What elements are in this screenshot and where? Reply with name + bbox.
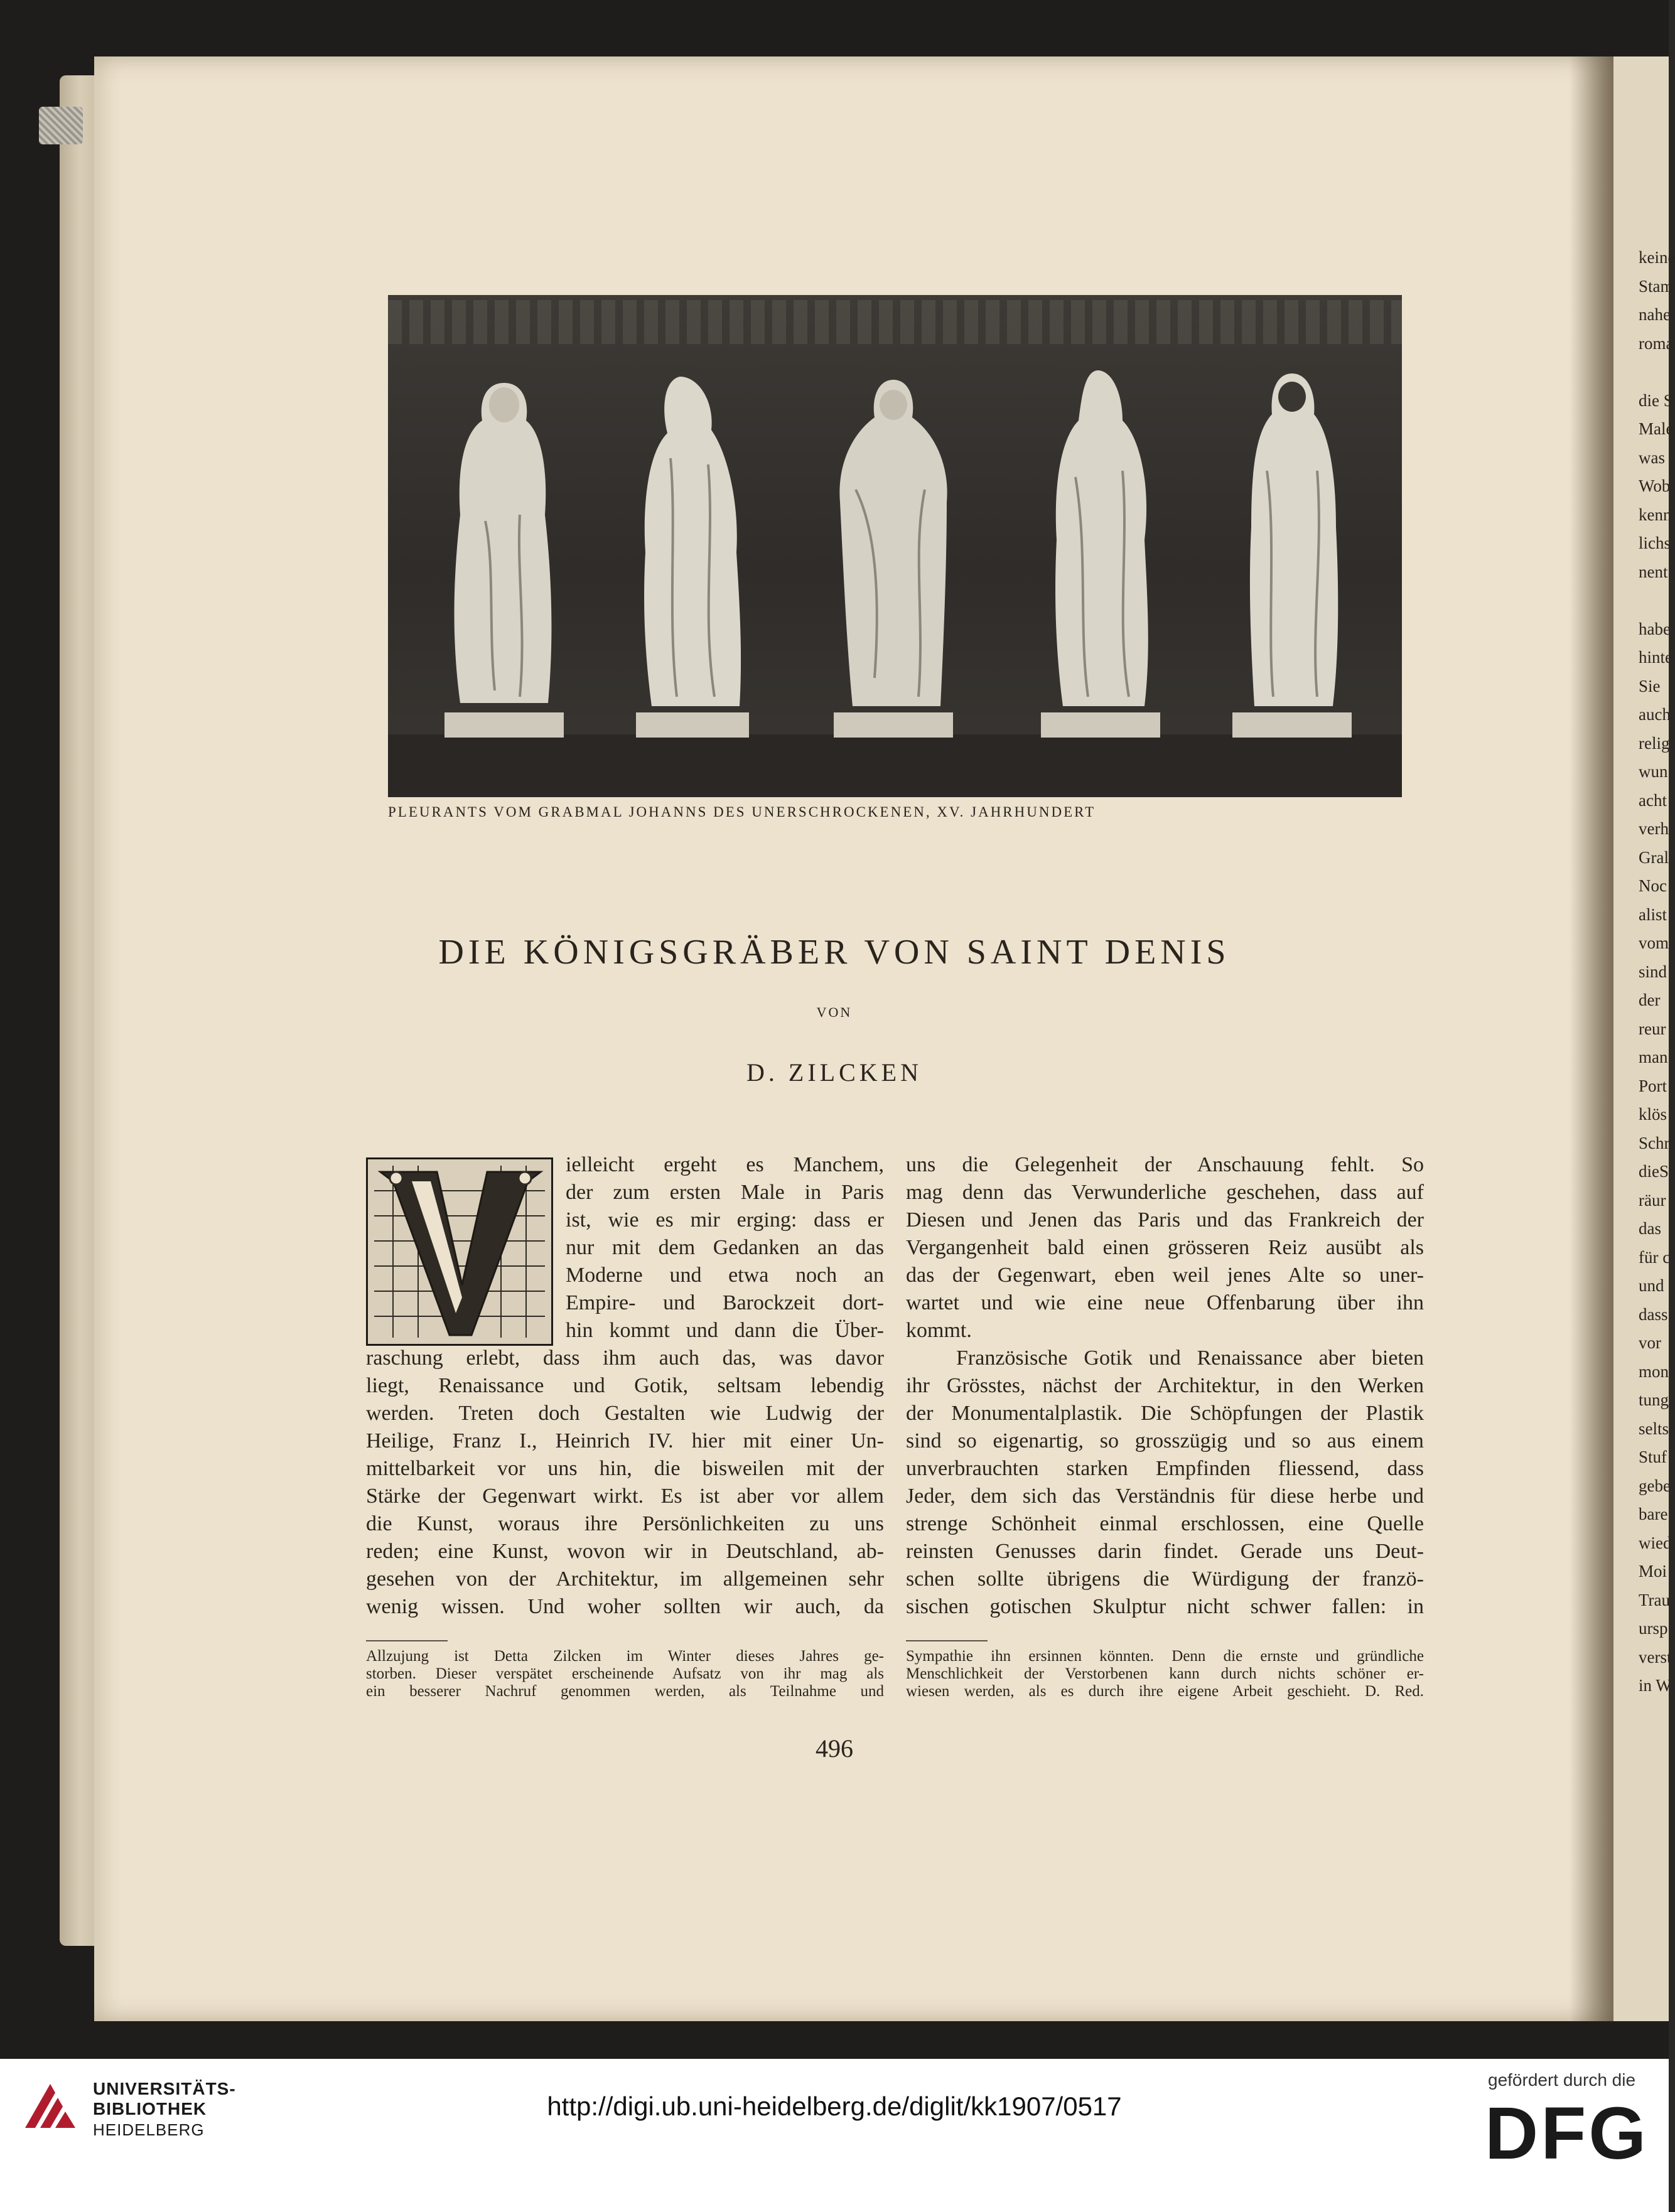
- right-page-fragment-line: und: [1639, 1276, 1664, 1295]
- right-page-fragment-line: sind: [1639, 962, 1667, 981]
- right-page-fragment-line: Schr: [1639, 1133, 1670, 1152]
- right-page-fragment-line: man: [1639, 1048, 1668, 1066]
- right-page-fragment-line: Gral: [1639, 847, 1669, 867]
- right-page-fragment-line: die S: [1639, 390, 1673, 410]
- right-page-fragment-line: reur: [1639, 1019, 1666, 1038]
- right-page-fragment-line: ursp: [1639, 1619, 1668, 1638]
- right-page-fragment-line: alist: [1639, 905, 1667, 924]
- right-page-fragment-line: Noc: [1639, 876, 1667, 895]
- footnote-line: Allzujung ist Detta Zilcken im Winter dieses Jahres ge-: [366, 1648, 884, 1665]
- page-right-fragment: [1613, 56, 1675, 2021]
- right-page-fragment-line: dass: [1639, 1304, 1668, 1324]
- footnote-line: ein besserer Nachruf genommen werden, als Teilnahme und: [366, 1683, 884, 1700]
- text-line: das der Gegenwart, eben weil jenes Alte so uner-: [906, 1264, 1424, 1287]
- right-page-fragment-line: Wob: [1639, 476, 1671, 495]
- right-page-fragment-line: verh: [1639, 819, 1669, 838]
- text-line: mag denn das Verwunderliche geschehen, dass auf: [906, 1181, 1424, 1204]
- pleurants-photograph: [388, 295, 1402, 797]
- statue-2: [620, 364, 765, 760]
- decorated-initial-v: [366, 1157, 553, 1346]
- page-number: 496: [816, 1734, 853, 1763]
- article-title: DIE KÖNIGSGRÄBER VON SAINT DENIS: [438, 933, 1231, 972]
- text-line: Stärke der Gegenwart wirkt. Es ist aber vor allem: [366, 1485, 884, 1508]
- right-page-fragment-line: vor: [1639, 1333, 1661, 1352]
- right-page-fragment-line: nent: [1639, 562, 1668, 581]
- right-page-fragment-line: auch: [1639, 705, 1671, 724]
- right-page-fragment-line: räur: [1639, 1190, 1666, 1210]
- right-page-fragment-line: Moi: [1639, 1562, 1667, 1581]
- right-page-fragment-line: wied: [1639, 1533, 1672, 1552]
- text-line: ist, wie es mir erging: dass er: [566, 1208, 884, 1232]
- right-page-fragment-line: keine: [1639, 248, 1675, 267]
- text-line: sischen gotischen Skulptur nicht schwer fallen: in: [906, 1595, 1424, 1618]
- source-url-link[interactable]: http://digi.ub.uni-heidelberg.de/diglit/kk1907/0517: [547, 2091, 1122, 2121]
- text-line: Jeder, dem sich das Verständnis für diese herbe und: [906, 1485, 1424, 1508]
- text-line: Empire- und Barockzeit dort-: [566, 1291, 884, 1314]
- page-gutter: [1570, 56, 1613, 2021]
- text-line: schen sollte übrigens die Würdigung der franzö-: [906, 1567, 1424, 1591]
- text-line: ielleicht ergeht es Manchem,: [566, 1153, 884, 1176]
- text-line: Französische Gotik und Renaissance aber bieten: [956, 1346, 1424, 1370]
- right-page-fragment-line: lichs: [1639, 534, 1671, 552]
- library-name-line2: BIBLIOTHEK: [93, 2099, 207, 2118]
- right-page-fragment-line: Trau: [1639, 1590, 1671, 1609]
- right-page-fragment-line: was: [1639, 448, 1665, 467]
- library-name-line3: HEIDELBERG: [93, 2120, 205, 2139]
- statue-5: [1223, 364, 1361, 760]
- right-page-fragment-line: wun: [1639, 762, 1668, 781]
- text-line: sind so eigenartig, so grosszügig und so aus einem: [906, 1429, 1424, 1452]
- right-page-fragment-line: tung: [1639, 1390, 1669, 1409]
- right-page-fragment-line: für c: [1639, 1247, 1671, 1267]
- text-line: strenge Schönheit einmal erschlossen, eine Quelle: [906, 1512, 1424, 1535]
- footnote-line: storben. Dieser verspätet erscheinende Aufsatz von ihr mag als: [366, 1665, 884, 1682]
- right-page-fragment-line: klös: [1639, 1105, 1667, 1124]
- right-page-fragment-line: das: [1639, 1219, 1661, 1238]
- text-line: unverbrauchten starken Empfinden fliessend, dass: [906, 1457, 1424, 1480]
- right-page-fragment-line: nahe: [1639, 305, 1671, 324]
- text-line: werden. Treten doch Gestalten wie Ludwig der: [366, 1402, 884, 1425]
- text-line: Vergangenheit bald einen grösseren Reiz ausübt als: [906, 1236, 1424, 1259]
- figure-caption: PLEURANTS VOM GRABMAL JOHANNS DES UNERSCHROCKENEN, XV. JAHRHUNDERT: [388, 804, 1096, 820]
- right-page-fragment-line: acht: [1639, 790, 1667, 810]
- text-line: Diesen und Jenen das Paris und das Frankreich der: [906, 1208, 1424, 1232]
- bookmark-ribbon: [39, 107, 83, 144]
- text-line: liegt, Renaissance und Gotik, seltsam lebendig: [366, 1374, 884, 1397]
- text-line: gesehen von der Architektur, im allgemeinen sehr: [366, 1567, 884, 1591]
- right-page-fragment-line: relig: [1639, 733, 1670, 753]
- text-line: kommt.: [906, 1319, 972, 1342]
- right-page-fragment-line: Stuf: [1639, 1447, 1667, 1466]
- right-page-fragment-line: Stam: [1639, 276, 1674, 296]
- text-line: reden; eine Kunst, wovon wir in Deutschland, ab-: [366, 1540, 884, 1563]
- right-page-fragment-line: Male: [1639, 419, 1674, 438]
- right-page-fragment-line: vom: [1639, 933, 1669, 952]
- text-line: die Kunst, woraus ihre Persönlichkeiten zu uns: [366, 1512, 884, 1535]
- text-line: uns die Gelegenheit der Anschauung fehlt. So: [906, 1153, 1424, 1176]
- text-line: mittelbarkeit vor uns hin, die bisweilen mit der: [366, 1457, 884, 1480]
- text-line: ihr Grösstes, nächst der Architektur, in den Werken: [906, 1374, 1424, 1397]
- footnote-line: wiesen werden, als es durch ihre eigene Arbeit geschieht. D. Red.: [906, 1683, 1424, 1700]
- text-line: nur mit dem Gedanken an das: [566, 1236, 884, 1259]
- text-line: wenig wissen. Und woher sollten wir auch, da: [366, 1595, 884, 1618]
- text-line: der zum ersten Male in Paris: [566, 1181, 884, 1204]
- right-page-fragment-line: kenn: [1639, 505, 1672, 524]
- right-page-fragment-line: hinte: [1639, 648, 1672, 667]
- right-page-fragment-line: Sie: [1639, 676, 1661, 695]
- footnote-line: Menschlichkeit der Verstorbenen kann durch nichts schöner er-: [906, 1665, 1424, 1682]
- text-line: hin kommt und dann die Über-: [566, 1319, 884, 1342]
- footnote-rule-right: [906, 1640, 988, 1641]
- right-page-fragment-line: roma: [1639, 333, 1674, 353]
- right-page-fragment-line: bare: [1639, 1505, 1668, 1523]
- library-name-line1: UNIVERSITÄTS-: [93, 2079, 236, 2098]
- text-line: wartet und wie eine neue Offenbarung über ihn: [906, 1291, 1424, 1314]
- right-page-fragment-line: Port: [1639, 1076, 1667, 1095]
- right-page-fragment-line: verst: [1639, 1647, 1672, 1667]
- dfg-logo: DFG: [1485, 2092, 1649, 2175]
- right-page-fragment-line: gebe: [1639, 1476, 1671, 1495]
- article-author: D. ZILCKEN: [746, 1058, 922, 1087]
- text-line: reinsten Genusses darin findet. Gerade uns Deut-: [906, 1540, 1424, 1563]
- right-page-fragment-line: der: [1639, 991, 1661, 1009]
- right-page-fragment-line: mon: [1639, 1361, 1669, 1381]
- right-page-fragment-line: in W: [1639, 1676, 1672, 1695]
- statue-4: [1028, 364, 1173, 760]
- text-line: der Monumentalplastik. Die Schöpfungen der Plastik: [906, 1402, 1424, 1425]
- footnote-rule-left: [366, 1640, 448, 1641]
- photo-background-wall: [388, 300, 1402, 344]
- sponsor-label: gefördert durch die: [1488, 2070, 1636, 2090]
- statue-3: [818, 364, 969, 760]
- text-line: Moderne und etwa noch an: [566, 1264, 884, 1287]
- right-page-fragment-line: habe: [1639, 619, 1671, 638]
- text-line: raschung erlebt, dass ihm auch das, was davor: [366, 1346, 884, 1370]
- statue-1: [426, 364, 583, 760]
- byline-von: VON: [816, 1004, 853, 1020]
- digitization-footer: [0, 2059, 1669, 2212]
- right-page-fragment-line: dieS: [1639, 1162, 1669, 1181]
- right-page-fragment-line: selts: [1639, 1419, 1669, 1438]
- footnote-line: Sympathie ihn ersinnen könnten. Denn die ernste und gründliche: [906, 1648, 1424, 1665]
- text-line: Heilige, Franz I., Heinrich IV. hier mit einer Un-: [366, 1429, 884, 1452]
